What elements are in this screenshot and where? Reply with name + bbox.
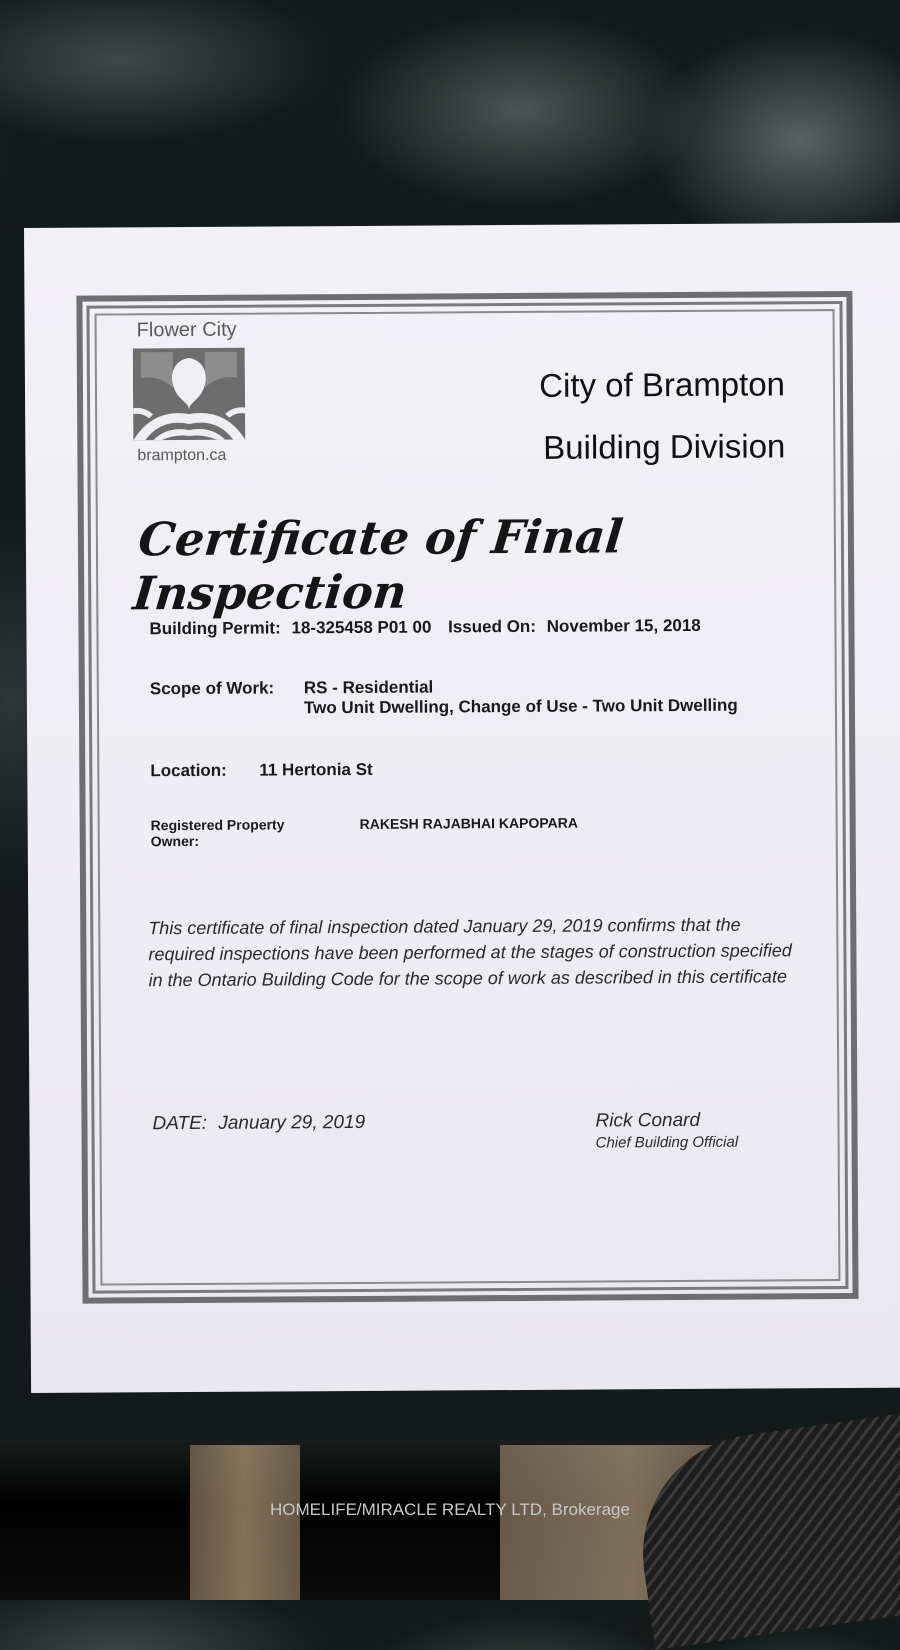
logo-top-text: Flower City <box>136 318 237 342</box>
permit-number: 18-325458 P01 00 <box>291 617 432 638</box>
org-line-1: City of Brampton <box>539 365 786 404</box>
scope-label: Scope of Work: <box>149 678 275 699</box>
date-value: January 29, 2019 <box>218 1111 366 1134</box>
scope-line-2: Two Unit Dwelling, Change of Use - Two Unit Dwelling <box>303 695 738 718</box>
owner-value: RAKESH RAJABHAI KAPOPARA <box>359 814 579 832</box>
logo-bottom-text: brampton.ca <box>137 446 227 465</box>
permit-label: Building Permit: <box>149 618 281 639</box>
location-value: 11 Hertonia St <box>259 759 373 780</box>
certificate-paper <box>24 223 900 1393</box>
brokerage-watermark: HOMELIFE/MIRACLE REALTY LTD, Brokerage <box>270 1500 630 1519</box>
date-label: DATE: <box>152 1112 208 1135</box>
issued-date: November 15, 2018 <box>546 615 701 636</box>
owner-label <box>151 816 285 849</box>
scope-line-1: RS - Residential <box>303 677 434 698</box>
issued-label: Issued On: <box>448 616 537 637</box>
brampton-flower-logo-icon <box>133 348 246 441</box>
signatory-name: Rick Conard <box>595 1109 701 1132</box>
org-line-2: Building Division <box>543 427 786 466</box>
owner-label-line-2: Owner: <box>150 832 200 850</box>
permit-row <box>149 616 700 639</box>
issuing-organization <box>465 353 786 479</box>
date-line <box>152 1112 365 1135</box>
owner-label-line-1: Registered Property <box>150 816 285 834</box>
signatory-title: Chief Building Official <box>595 1133 739 1152</box>
background-wood-panel <box>190 1445 300 1600</box>
brampton-logo <box>133 319 264 466</box>
certificate-body: This certificate of final inspection dated January 29, 2019 confirms that the required inspections have been performed at the stages of construction specified in the Ontario Building Code for the scope of work as described in this certificate <box>148 914 792 991</box>
certificate-title: Certificate of Final Inspection <box>130 509 626 621</box>
location-label: Location: <box>150 760 227 781</box>
